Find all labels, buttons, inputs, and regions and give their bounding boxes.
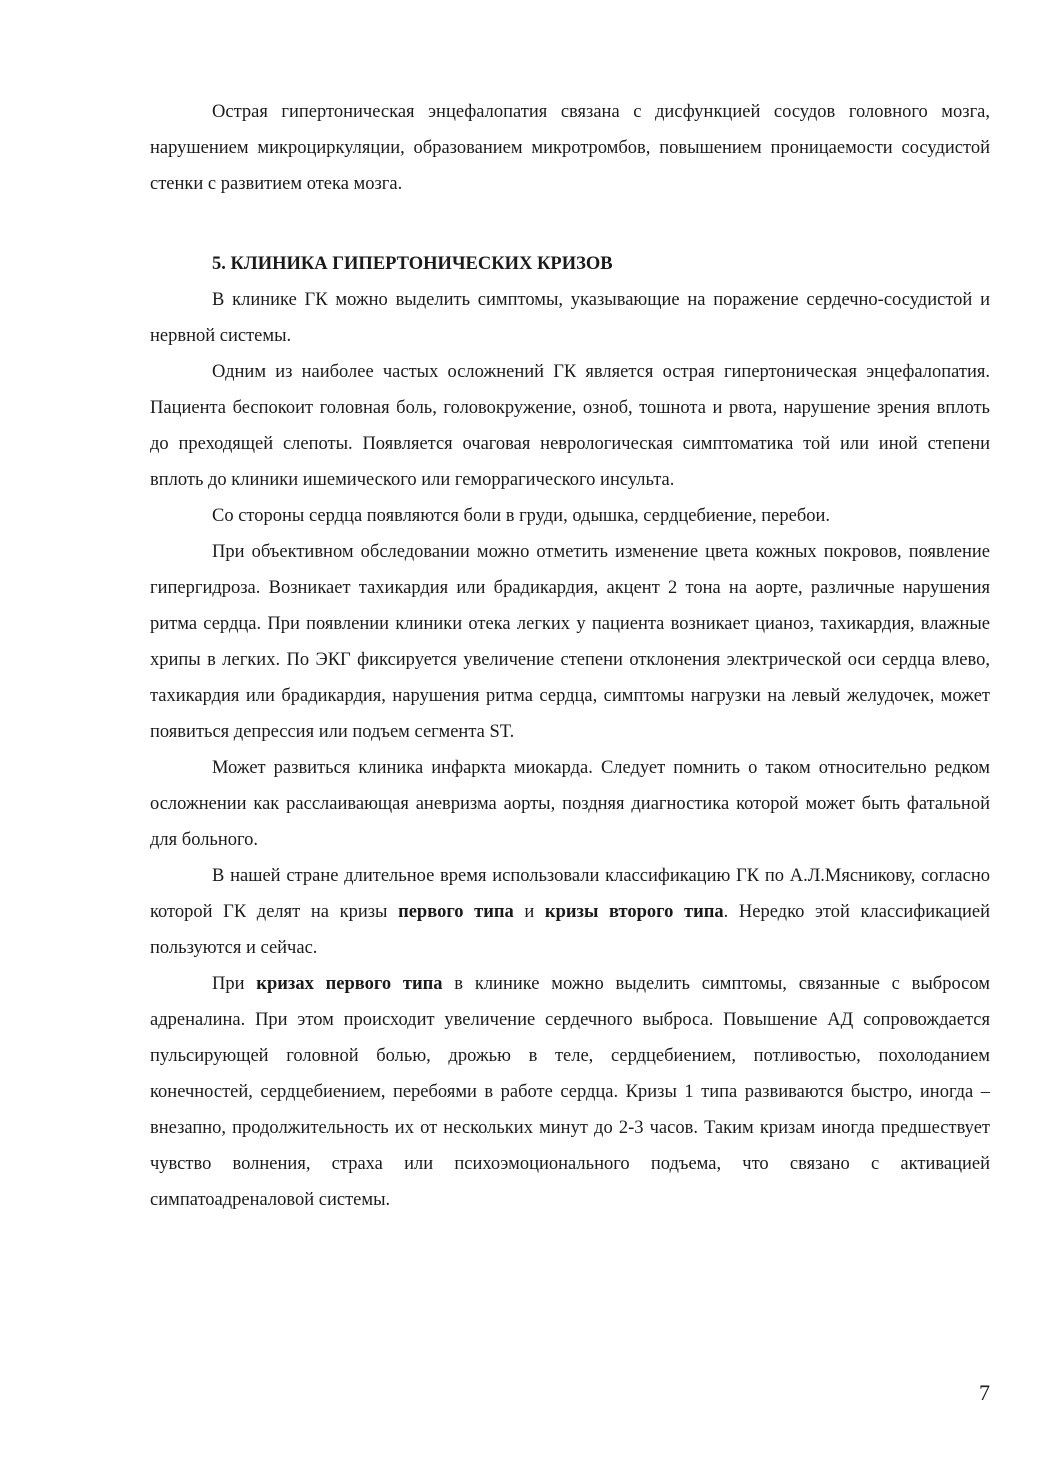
document-page [150,94,990,1218]
section-heading: 5. КЛИНИКА ГИПЕРТОНИЧЕСКИХ КРИЗОВ [212,254,613,274]
page-number: 7 [979,1380,990,1405]
bold-term: кризы второго типа [544,902,724,922]
text-run: . Нередко этой классификацией пользуются и сейчас. [150,902,990,958]
paragraph-symptoms-intro: В клинике ГК можно выделить симптомы, указывающие на поражение сердечно-сосудистой и нервной системы. [150,290,990,346]
paragraph-classification [150,858,990,966]
text-run: в клинике можно выделить симптомы, связанные с выбросом адреналина. При этом происходит увеличение сердечного выброса. Повышение АД сопровождается пульсирующей головной болью, дрожью в теле, сердцебиением, потливостью, похолоданием конечностей, сердцебиением, перебоями в работе сердца. Кризы 1 типа развиваются быстро, иногда – внезапно, продолжительность их от нескольких минут до 2-3 часов. Таким кризам иногда предшествует чувство волнения, страха или психоэмоционального подъема, что связано с активацией симпатоадреналовой системы. [150,974,990,1210]
text-run: В нашей стране длительное время использовали классификацию ГК по А.Л.Мясникову, согласно которой ГК делят на кризы [150,866,990,922]
paragraph-complications: Одним из наиболее частых осложнений ГК является острая гипертоническая энцефалопатия. Пациента беспокоит головная боль, головокружение, озноб, тошнота и рвота, нарушение зрения вплоть до преходящей слепоты. Появляется очаговая неврологическая симптоматика той или иной степени вплоть до клиники ишемического или геморрагического инсульта. [150,362,990,490]
bold-term: первого типа [398,902,514,922]
paragraph-infarction: Может развиться клиника инфаркта миокарда. Следует помнить о таком относительно редком осложнении как расслаивающая аневризма аорты, поздняя диагностика которой может быть фатальной для больного. [150,758,990,850]
paragraph-type1-crises [150,966,990,1218]
paragraph-encephalopathy: Острая гипертоническая энцефалопатия связана с дисфункцией сосудов головного мозга, нарушением микроциркуляции, образованием микротромбов, повышением проницаемости сосудистой стенки с развитием отека мозга. [150,102,990,194]
bold-term: кризах первого типа [256,974,443,994]
paragraph-heart: Со стороны сердца появляются боли в груди, одышка, сердцебиение, перебои. [212,506,831,526]
text-run: и [513,902,545,922]
text-run: При [212,974,257,994]
paragraph-examination: При объективном обследовании можно отметить изменение цвета кожных покровов, появление гипергидроза. Возникает тахикардия или брадикардия, акцент 2 тона на аорте, различные нарушения ритма сердца. При появлении клиники отека легких у пациента возникает цианоз, тахикардия, влажные хрипы в легких. По ЭКГ фиксируется увеличение степени отклонения электрической оси сердца влево, тахикардия или брадикардия, нарушения ритма сердца, симптомы нагрузки на левый желудочек, может появиться депрессия или подъем сегмента ST. [150,542,990,742]
